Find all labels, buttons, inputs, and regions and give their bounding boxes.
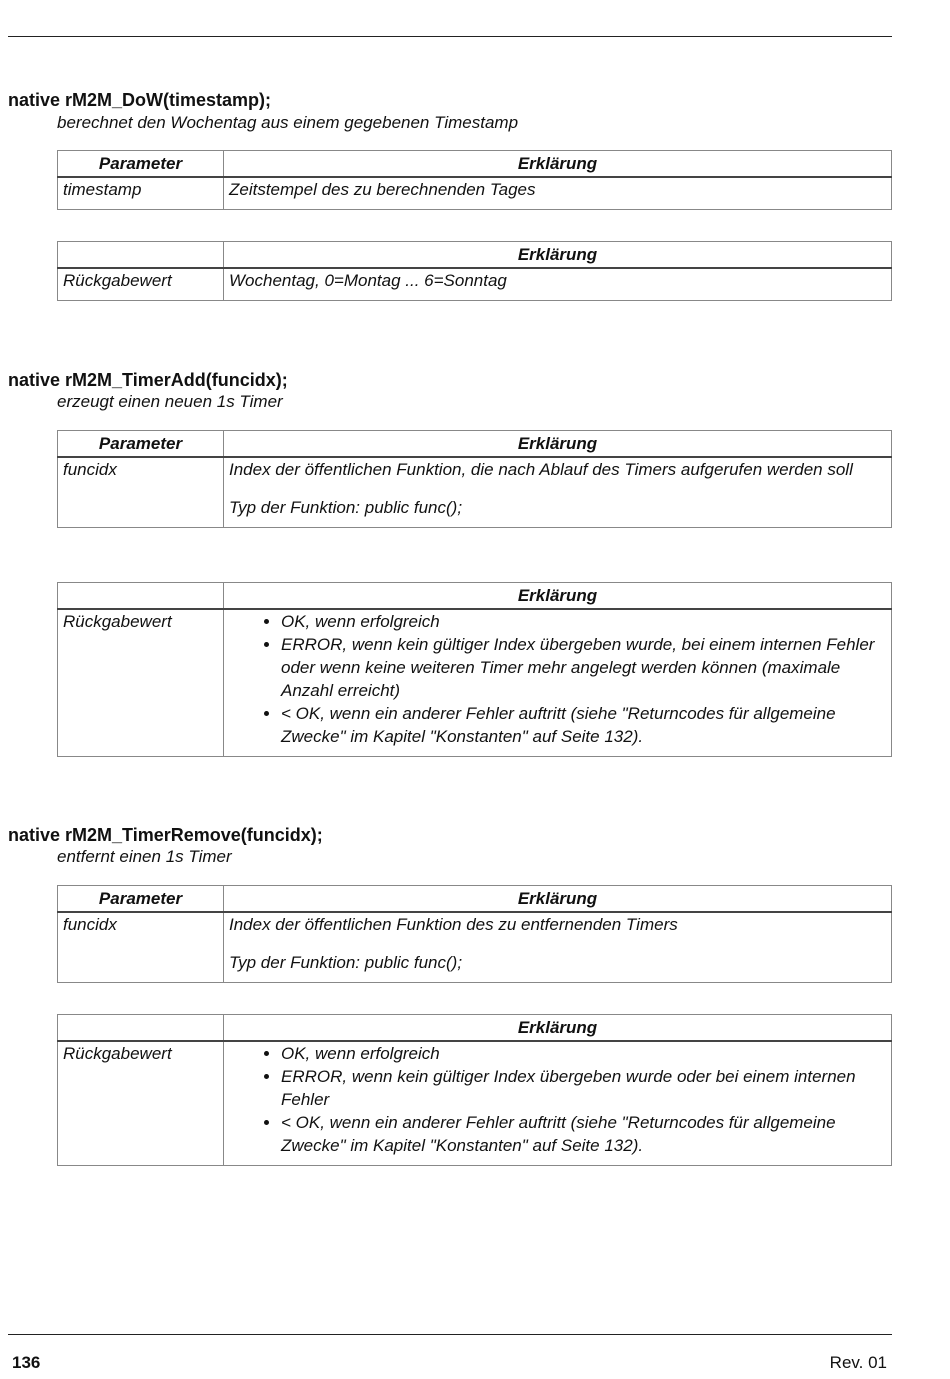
explanation-text: Index der öffentlichen Funktion des zu entfernenden Timers xyxy=(229,915,678,934)
return-label: Rückgabewert xyxy=(58,1041,224,1166)
column-header: Erklärung xyxy=(224,1015,892,1042)
list-item: • < OK, wenn ein anderer Fehler auftritt (siehe "Returncodes für allgemeine Zwecke" im Kapitel "Konstanten" auf Seite 132). xyxy=(281,702,886,748)
explanation-text: Typ der Funktion: public func(); xyxy=(229,498,463,517)
column-header: Erklärung xyxy=(224,886,892,913)
table-row xyxy=(58,609,892,757)
return-explanation: Wochentag, 0=Montag ... 6=Sonntag xyxy=(224,268,892,301)
table-row xyxy=(58,457,892,528)
page-number: 136 xyxy=(12,1353,41,1372)
column-header: Parameter xyxy=(58,431,224,458)
parameter-table xyxy=(57,150,892,210)
parameter-name: funcidx xyxy=(58,912,224,983)
return-table xyxy=(57,1014,892,1166)
function-signature: native rM2M_TimerRemove(funcidx); xyxy=(8,825,323,845)
revision-label: Rev. 01 xyxy=(829,1353,887,1372)
list-item: • ERROR, wenn kein gültiger Index übergeben wurde oder bei einem internen Fehler xyxy=(281,1065,886,1111)
parameter-explanation xyxy=(224,177,892,210)
column-header: Erklärung xyxy=(224,242,892,269)
return-explanation xyxy=(224,609,892,757)
return-explanation xyxy=(224,1041,892,1166)
column-header: Erklärung xyxy=(224,583,892,610)
function-description: erzeugt einen neuen 1s Timer xyxy=(57,392,283,411)
header-rule xyxy=(8,36,892,37)
explanation-text: Typ der Funktion: public func(); xyxy=(229,953,463,972)
list-item: • OK, wenn erfolgreich xyxy=(281,1042,886,1065)
table-row xyxy=(58,912,892,983)
return-table xyxy=(57,582,892,757)
return-values-list xyxy=(229,610,886,748)
list-item: • < OK, wenn ein anderer Fehler auftritt (siehe "Returncodes für allgemeine Zwecke" im Kapitel "Konstanten" auf Seite 132). xyxy=(281,1111,886,1157)
parameter-explanation xyxy=(224,457,892,528)
function-signature: native rM2M_DoW(timestamp); xyxy=(8,90,272,110)
column-header xyxy=(58,1015,224,1042)
footer-rule xyxy=(8,1334,892,1335)
table-row xyxy=(58,177,892,210)
list-item: • ERROR, wenn kein gültiger Index übergeben wurde, bei einem internen Fehler oder wenn keine weiteren Timer mehr angelegt werden können (maximale Anzahl erreicht) xyxy=(281,633,886,702)
column-header xyxy=(58,242,224,269)
table-row xyxy=(58,268,892,301)
function-description: entfernt einen 1s Timer xyxy=(57,847,232,866)
parameter-name: funcidx xyxy=(58,457,224,528)
return-label: Rückgabewert xyxy=(58,268,224,301)
parameter-name: timestamp xyxy=(58,177,224,210)
parameter-table xyxy=(57,885,892,983)
column-header xyxy=(58,583,224,610)
column-header: Parameter xyxy=(58,886,224,913)
list-item: • OK, wenn erfolgreich xyxy=(281,610,886,633)
explanation-text: Zeitstempel des zu berechnenden Tages xyxy=(229,180,536,199)
table-row xyxy=(58,1041,892,1166)
column-header: Erklärung xyxy=(224,431,892,458)
parameter-explanation xyxy=(224,912,892,983)
return-values-list xyxy=(229,1042,886,1157)
function-signature: native rM2M_TimerAdd(funcidx); xyxy=(8,370,288,390)
return-table xyxy=(57,241,892,301)
function-description: berechnet den Wochentag aus einem gegebenen Timestamp xyxy=(57,113,519,132)
column-header: Erklärung xyxy=(224,151,892,178)
explanation-text: Index der öffentlichen Funktion, die nach Ablauf des Timers aufgerufen werden soll xyxy=(229,460,853,479)
parameter-table xyxy=(57,430,892,528)
return-label: Rückgabewert xyxy=(58,609,224,757)
column-header: Parameter xyxy=(58,151,224,178)
